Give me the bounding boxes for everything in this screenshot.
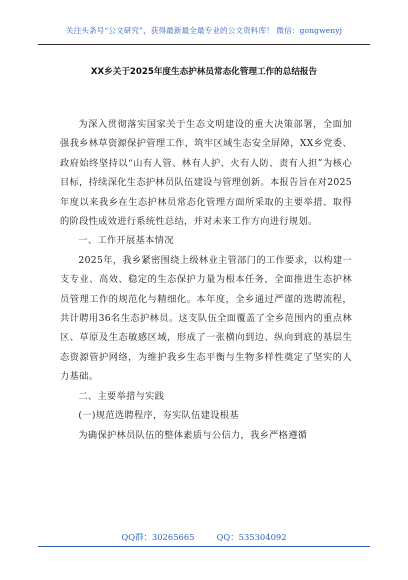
footer-qq-group: QQ群：30265665: [121, 532, 195, 542]
document-body: [60, 115, 352, 445]
footer-divider: [38, 546, 370, 547]
footer-contact: [0, 531, 408, 543]
section-2-heading: 二、主要举措与实践: [78, 390, 165, 402]
intro-paragraph: 为深入贯彻落实国家关于生态文明建设的重大决策部署，全面加强我乡林草资源保护管理工作，筑牢区域生态安全屏障，XX乡党委、政府始终坚持以“山有人管、林有人护、火有人防、责有人担”为核心目标，持续深化生态护林员队伍建设与管理创新。本报告旨在对2025年度以来我乡在生态护林员常态化管理方面所采取的主要举措、取得的阶段性成效进行系统性总结，并对未来工作方向进行规划。: [60, 119, 352, 228]
section-1-heading: 一、工作开展基本情况: [78, 235, 174, 247]
footer-qq-number: QQ：535304092: [216, 532, 287, 542]
section-2-subheading: (一)规范选聘程序，夯实队伍建设根基: [78, 410, 239, 422]
document-title: XX乡关于2025年度生态护林员常态化管理工作的总结报告: [90, 67, 318, 77]
section-2-paragraph: 为确保护林员队伍的整体素质与公信力，我乡严格遵循: [78, 429, 308, 441]
section-1-paragraph: 2025年，我乡紧密围绕上级林业主管部门的工作要求，以构建一支专业、高效、稳定的生态保护力量为根本任务，全面推进生态护林员管理工作的规范化与精细化。本年度，全乡通过严谨的选聘流程，共计聘用36名生态护林员。这支队伍全面覆盖了全乡范围内的重点林区、草原及生态敏感区域，形成了一张横向到边、纵向到底的基层生态资源管护网络，为维护我乡生态平衡与生物多样性奠定了坚实的人力基础。: [60, 254, 352, 383]
header-divider: [38, 44, 370, 45]
header-banner: 关注头条号“公文研究”，获得最新最全最专业的公文资料库！ 微信：gongwenyj: [65, 26, 343, 35]
